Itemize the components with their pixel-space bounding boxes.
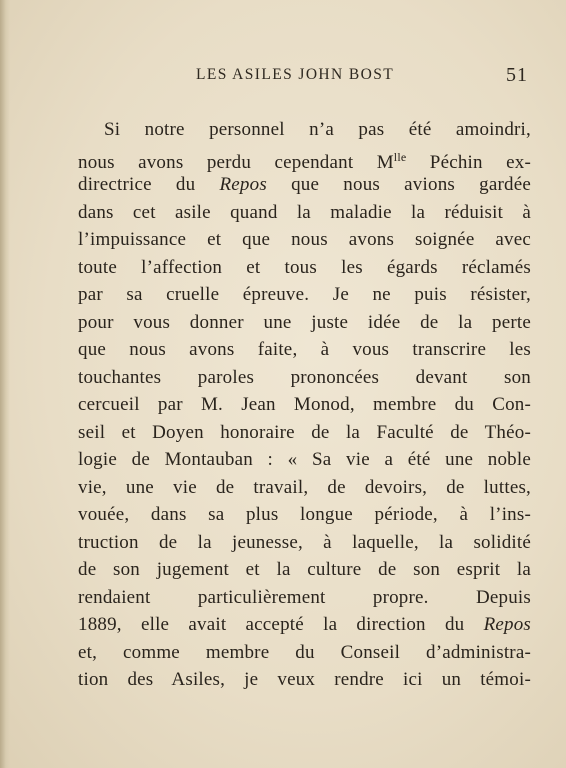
text-segment: que nous avions gardée [266,174,531,195]
text-line [78,391,531,419]
text-line [78,556,531,584]
text-line [78,254,531,282]
text-segment: toute l’affection et tous les égards réclamés [78,256,531,278]
text-line [78,419,531,447]
text-line [78,611,531,639]
text-line [78,364,531,392]
text-line [78,529,531,557]
text-line [78,446,531,474]
text-line [78,171,531,199]
text-line [78,309,531,337]
text-segment: que nous avons faite, à vous transcrire les [78,339,531,360]
text-line [78,226,531,254]
text-line [78,144,531,172]
running-head [0,66,566,96]
text-segment: par sa cruelle épreuve. Je ne puis résister, [78,284,531,305]
text-segment: dans cet asile quand la maladie la réduisit à [78,201,531,223]
text-line [78,584,531,612]
running-head-title: LES ASILES JOHN BOST [196,66,395,83]
text-line [78,336,531,364]
page-number: 51 [506,64,528,86]
text-segment: directrice du [78,174,220,195]
italic-text: Repos [483,614,531,635]
text-line [78,474,531,502]
text-line [78,281,531,309]
text-segment: pour vous donner une juste idée de la perte [78,311,531,333]
italic-text: Repos [219,174,267,195]
text-segment: et, comme membre du Conseil d’administra- [78,641,531,663]
text-segment: tion des Asiles, je veux rendre ici un témoi- [78,669,531,690]
text-segment: Péchin ex- [406,151,531,173]
text-segment: vie, une vie de travail, de devoirs, de luttes, [78,476,531,498]
text-segment: vouée, dans sa plus longue période, à l’ins- [78,504,531,525]
body-paragraph [78,116,531,694]
page-gutter-edge [0,0,10,768]
text-segment: l’impuissance et que nous avons soignée avec [78,229,531,250]
text-line [78,639,531,667]
text-segment: rendaient particulièrement propre. Depuis [78,586,531,608]
text-segment: logie de Montauban : « Sa vie a été une noble [78,449,531,470]
text-segment: touchantes paroles prononcées devant son [78,366,531,388]
text-segment: seil et Doyen honoraire de la Faculté de Théo- [78,421,531,443]
text-line [78,116,531,144]
text-segment: Si notre personnel n’a pas été amoindri, [104,119,531,140]
superscript-text: lle [393,149,407,164]
text-segment: nous avons perdu cependant M [78,151,394,173]
text-line [78,199,531,227]
text-segment: 1889, elle avait accepté la direction du [78,614,484,635]
text-line [78,666,531,694]
text-line [78,501,531,529]
text-segment: de son jugement et la culture de son esprit la [78,559,531,580]
text-segment: truction de la jeunesse, à laquelle, la solidité [78,531,531,553]
text-segment: cercueil par M. Jean Monod, membre du Con- [78,394,531,415]
